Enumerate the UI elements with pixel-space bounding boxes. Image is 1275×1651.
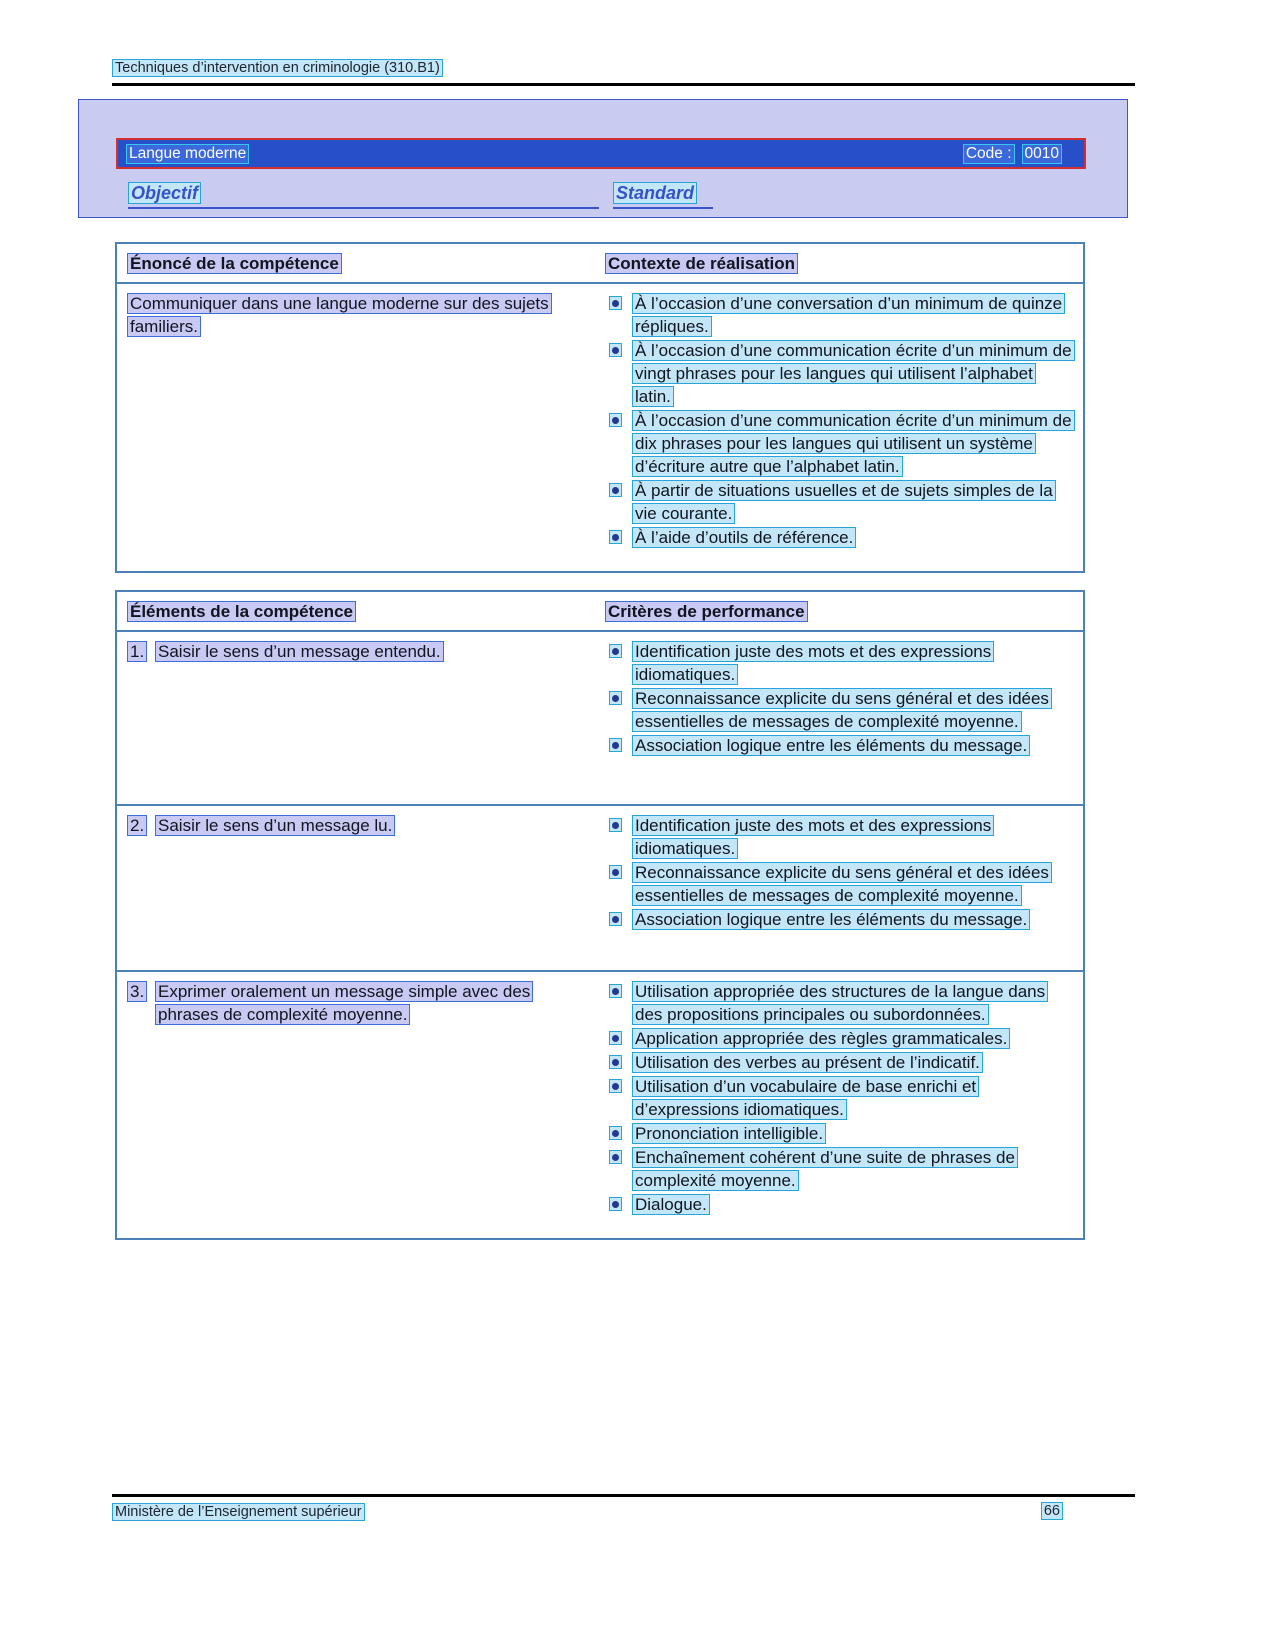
critere-item-text: Utilisation des verbes au présent de l’indicatif. xyxy=(632,1052,983,1073)
bullet-icon xyxy=(609,1079,622,1093)
enonce-cell xyxy=(117,284,605,571)
bullet-icon xyxy=(609,818,622,832)
critere-item-text: Association logique entre les éléments du message. xyxy=(632,735,1030,756)
criteres-cell xyxy=(605,632,1083,804)
element-number: 3. xyxy=(127,980,155,1026)
bullet-icon xyxy=(609,865,622,879)
list-item xyxy=(605,1075,1073,1121)
bullet-icon xyxy=(609,483,622,497)
course-title: Langue moderne xyxy=(126,144,249,164)
list-item xyxy=(605,1051,1073,1074)
criteres-list xyxy=(605,980,1073,1216)
criteres-cell xyxy=(605,972,1083,1238)
critere-item-text: Dialogue. xyxy=(632,1194,710,1215)
bullet-icon xyxy=(609,1055,622,1069)
critere-item-text: Enchaînement cohérent d’une suite de phrases de complexité moyenne. xyxy=(632,1147,1018,1191)
course-code-value: 0010 xyxy=(1022,144,1062,164)
contexte-header-cell xyxy=(605,244,1083,282)
bullet-icon xyxy=(609,644,622,658)
element-cell xyxy=(117,972,605,1238)
list-item xyxy=(605,687,1073,733)
list-item xyxy=(605,292,1073,338)
critere-item-text: Utilisation d’un vocabulaire de base enrichi et d’expressions idiomatiques. xyxy=(632,1076,979,1120)
bullet-icon xyxy=(609,413,622,427)
list-item xyxy=(605,339,1073,408)
list-item xyxy=(605,409,1073,478)
page-footer xyxy=(112,1503,1135,1521)
elements-table-header-row xyxy=(117,592,1083,632)
course-code xyxy=(963,144,1062,164)
footer-rule xyxy=(112,1494,1135,1497)
list-item xyxy=(605,640,1073,686)
bullet-icon xyxy=(609,296,622,310)
element-number: 2. xyxy=(127,814,155,837)
element-text-wrap xyxy=(155,814,585,837)
bullet-icon xyxy=(609,738,622,752)
header-rule xyxy=(112,83,1135,86)
bullet-icon xyxy=(609,343,622,357)
list-item xyxy=(605,814,1073,860)
critere-item-text: Identification juste des mots et des expressions idiomatiques. xyxy=(632,815,994,859)
element-number: 1. xyxy=(127,640,155,663)
competence-table xyxy=(115,242,1085,573)
critere-item-text: Application appropriée des règles grammaticales. xyxy=(632,1028,1010,1049)
standard-column xyxy=(613,183,713,209)
page-number: 66 xyxy=(1041,1502,1063,1520)
competence-table-header-row xyxy=(117,244,1083,284)
table-row xyxy=(117,970,1083,1238)
bullet-icon xyxy=(609,984,622,998)
objectif-heading: Objectif xyxy=(128,182,201,204)
banner-column-headings xyxy=(128,183,1127,209)
contexte-item-text: À l’occasion d’une communication écrite d’un minimum de vingt phrases pour les langues qui utilisent l’alphabet latin. xyxy=(632,340,1075,407)
element-cell xyxy=(117,806,605,970)
critere-item-text: Utilisation appropriée des structures de la langue dans des propositions principales ou subordonnées. xyxy=(632,981,1048,1025)
list-item xyxy=(605,734,1073,757)
standard-heading: Standard xyxy=(613,182,697,204)
bullet-icon xyxy=(609,530,622,544)
element-text: Saisir le sens d’un message lu. xyxy=(155,815,395,836)
objectif-column xyxy=(128,183,599,209)
element-text: Exprimer oralement un message simple avec des phrases de complexité moyenne. xyxy=(155,981,533,1025)
list-item xyxy=(605,980,1073,1026)
elements-table xyxy=(115,590,1085,1240)
bullet-icon xyxy=(609,1126,622,1140)
course-title-bar xyxy=(116,138,1086,169)
enonce-header-cell xyxy=(117,244,605,282)
critere-item-text: Association logique entre les éléments du message. xyxy=(632,909,1030,930)
contexte-list xyxy=(605,292,1073,549)
contexte-item-text: À l’aide d’outils de référence. xyxy=(632,527,856,548)
criteres-cell xyxy=(605,806,1083,970)
footer-text: Ministère de l’Enseignement supérieur xyxy=(112,1503,365,1521)
list-item xyxy=(605,1193,1073,1216)
table-row xyxy=(117,632,1083,804)
list-item xyxy=(605,1122,1073,1145)
criteres-header: Critères de performance xyxy=(605,601,808,622)
list-item xyxy=(605,1146,1073,1192)
contexte-header: Contexte de réalisation xyxy=(605,253,798,274)
competence-table-body-row xyxy=(117,284,1083,571)
enonce-header: Énoncé de la compétence xyxy=(127,253,342,274)
critere-item-text: Reconnaissance explicite du sens général et des idées essentielles de messages de complexité moyenne. xyxy=(632,862,1052,906)
bullet-icon xyxy=(609,1197,622,1211)
criteres-list xyxy=(605,814,1073,931)
contexte-cell xyxy=(605,284,1083,571)
critere-item-text: Reconnaissance explicite du sens général et des idées essentielles de messages de complexité moyenne. xyxy=(632,688,1052,732)
bullet-icon xyxy=(609,1031,622,1045)
contexte-item-text: À l’occasion d’une conversation d’un minimum de quinze répliques. xyxy=(632,293,1065,337)
bullet-icon xyxy=(609,691,622,705)
enonce-text: Communiquer dans une langue moderne sur des sujets familiers. xyxy=(127,293,552,337)
bullet-icon xyxy=(609,1150,622,1164)
course-banner xyxy=(78,99,1128,218)
element-text: Saisir le sens d’un message entendu. xyxy=(155,641,444,662)
contexte-item-text: À partir de situations usuelles et de sujets simples de la vie courante. xyxy=(632,480,1056,524)
list-item xyxy=(605,526,1073,549)
element-text-wrap xyxy=(155,980,585,1026)
element-text-wrap xyxy=(155,640,585,663)
contexte-item-text: À l’occasion d’une communication écrite d’un minimum de dix phrases pour les langues qui utilisent un système d’écriture autre que l’alphabet latin. xyxy=(632,410,1075,477)
element-cell xyxy=(117,632,605,804)
table-row xyxy=(117,804,1083,970)
list-item xyxy=(605,908,1073,931)
elements-header: Éléments de la compétence xyxy=(127,601,356,622)
course-code-label: Code : xyxy=(963,144,1015,164)
critere-item-text: Identification juste des mots et des expressions idiomatiques. xyxy=(632,641,994,685)
critere-item-text: Prononciation intelligible. xyxy=(632,1123,826,1144)
criteres-header-cell xyxy=(605,592,1083,630)
criteres-list xyxy=(605,640,1073,757)
bullet-icon xyxy=(609,912,622,926)
list-item xyxy=(605,1027,1073,1050)
document-page xyxy=(112,60,1135,1240)
list-item xyxy=(605,479,1073,525)
running-header-text: Techniques d’intervention en criminologie (310.B1) xyxy=(112,59,443,77)
running-header xyxy=(112,60,1135,76)
elements-header-cell xyxy=(117,592,605,630)
list-item xyxy=(605,861,1073,907)
